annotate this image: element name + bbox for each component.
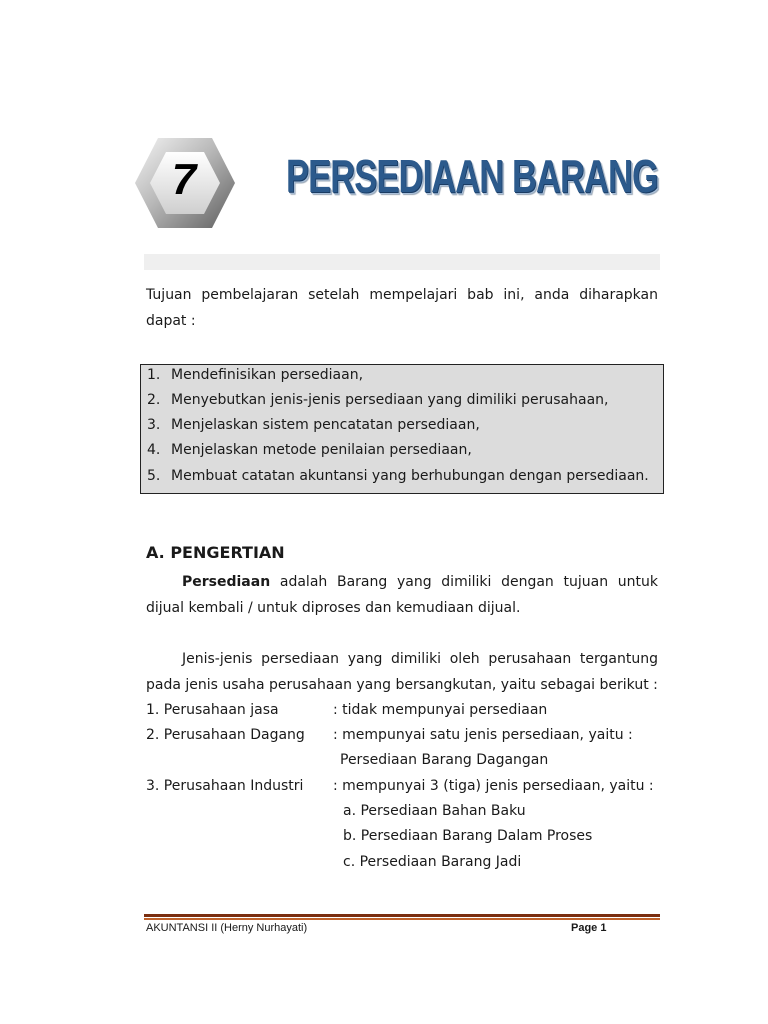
objective-text: Membuat catatan akuntansi yang berhubungan dengan persediaan.: [171, 468, 649, 484]
objective-item: [147, 415, 480, 435]
section-heading: A. PENGERTIAN: [146, 543, 285, 562]
objective-number: 3.: [147, 417, 161, 433]
type-label: 3. Perusahaan Industri: [146, 778, 304, 794]
type-description: : tidak mempunyai persediaan: [333, 702, 548, 718]
definition-term: Persediaan: [182, 574, 271, 590]
type-label: 2. Perusahaan Dagang: [146, 727, 305, 743]
footer-rule: [144, 914, 660, 917]
objectives-box: [140, 364, 664, 494]
objective-text: Mendefinisikan persediaan,: [171, 367, 364, 383]
header-divider: [144, 254, 660, 270]
type-description-continued: Persediaan Barang Dagangan: [340, 752, 549, 768]
objective-item: [147, 466, 649, 486]
footer-rule-accent: [144, 918, 660, 920]
industry-inventory-item: a. Persediaan Bahan Baku: [343, 803, 526, 819]
industry-inventory-item: b. Persediaan Barang Dalam Proses: [343, 828, 593, 844]
objective-item: [147, 440, 472, 460]
definition-text: adalah Barang yang dimiliki dengan tujuan untuk dijual kembali / untuk diproses dan kemudiaan dijual.: [146, 574, 658, 616]
industry-inventory-item: c. Persediaan Barang Jadi: [343, 854, 522, 870]
objective-text: Menjelaskan sistem pencatatan persediaan,: [171, 417, 480, 433]
objective-number: 4.: [147, 442, 161, 458]
footer-page-number: Page 1: [571, 922, 607, 934]
objective-text: Menjelaskan metode penilaian persediaan,: [171, 442, 472, 458]
objective-item: [147, 390, 608, 410]
chapter-number: 7: [171, 155, 197, 204]
chapter-title: PERSEDIAAN BARANG: [286, 150, 658, 203]
footer-course-author: AKUNTANSI II (Herny Nurhayati): [146, 922, 308, 934]
objective-number: 2.: [147, 392, 161, 408]
type-description: : mempunyai satu jenis persediaan, yaitu :: [333, 727, 633, 743]
objective-number: 5.: [147, 468, 161, 484]
types-intro-paragraph: Jenis-jenis persediaan yang dimiliki oleh perusahaan tergantung pada jenis usaha perusahaan yang bersangkutan, yaitu sebagai berikut :: [146, 651, 658, 693]
objective-item: [147, 365, 363, 385]
objective-number: 1.: [147, 367, 161, 383]
learning-goals-intro: Tujuan pembelajaran setelah mempelajari bab ini, anda diharapkan dapat :: [146, 287, 658, 329]
definition-paragraph: [146, 569, 658, 621]
type-description: : mempunyai 3 (tiga) jenis persediaan, yaitu :: [333, 778, 654, 794]
objective-text: Menyebutkan jenis-jenis persediaan yang dimiliki perusahaan,: [171, 392, 609, 408]
type-label: 1. Perusahaan jasa: [146, 702, 279, 718]
